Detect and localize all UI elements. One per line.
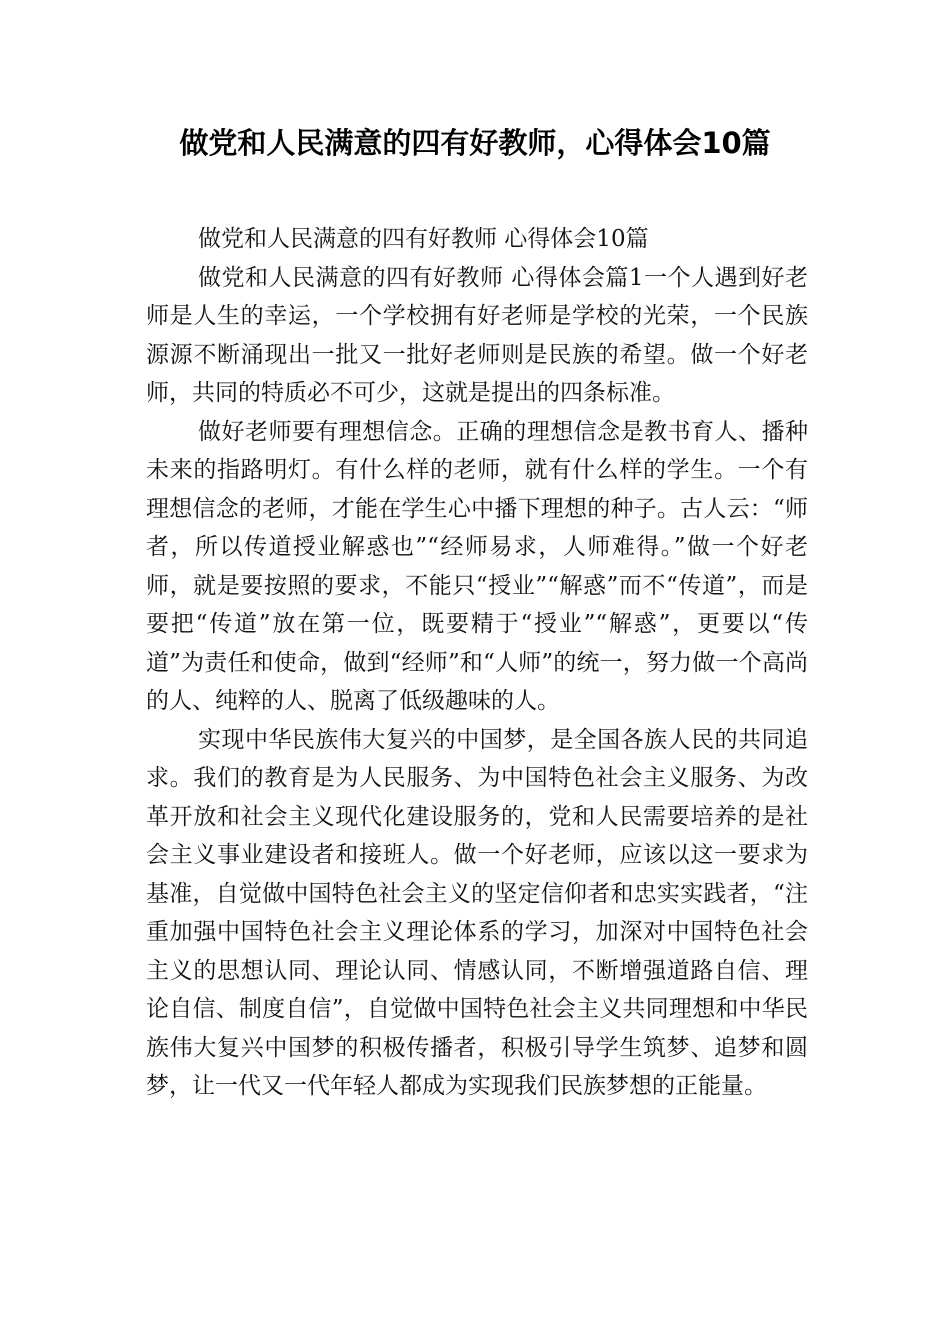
paragraph: 实现中华民族伟大复兴的中国梦，是全国各族人民的共同追求。我们的教育是为人民服务、为中国特色社会主义服务、为改革开放和社会主义现代化建设服务的，党和人民需要培养的是社会主义事业建设者和接班人。做一个好老师，应该以这一要求为基准，自觉做中国特色社会主义的坚定信仰者和忠实实践者，“注重加强中国特色社会主义理论体系的学习，加深对中国特色社会主义的思想认同、理论认同、情感认同，不断增强道路自信、理论自信、制度自信”，自觉做中国特色社会主义共同理想和中华民族伟大复兴中国梦的积极传播者，积极引导学生筑梦、追梦和圆梦，让一代又一代年轻人都成为实现我们民族梦想的正能量。: [146, 726, 808, 1099]
paragraph: 做好老师要有理想信念。正确的理想信念是教书育人、播种未来的指路明灯。有什么样的老师，就有什么样的学生。一个有理想信念的老师，才能在学生心中播下理想的种子。古人云：“师者，所以传道授业解惑也”“经师易求，人师难得。”做一个好老师，就是要按照的要求，不能只“授业”“解惑”而不“传道”，而是要把“传道”放在第一位，既要精于“授业”“解惑”，更要以“传道”为责任和使命，做到“经师”和“人师”的统一，努力做一个高尚的人、纯粹的人、脱离了低级趣味的人。: [146, 418, 808, 714]
document-body: [146, 220, 808, 1106]
paragraph: 做党和人民满意的四有好教师 心得体会篇1一个人遇到好老师是人生的幸运，一个学校拥有好老师是学校的光荣，一个民族源源不断涌现出一批又一批好老师则是民族的希望。做一个好老师，共同的特质必不可少，这就是提出的四条标准。: [146, 264, 808, 406]
document-title: 做党和人民满意的四有好教师，心得体会10篇: [179, 126, 771, 160]
paragraph: 做党和人民满意的四有好教师 心得体会10篇: [198, 226, 649, 252]
